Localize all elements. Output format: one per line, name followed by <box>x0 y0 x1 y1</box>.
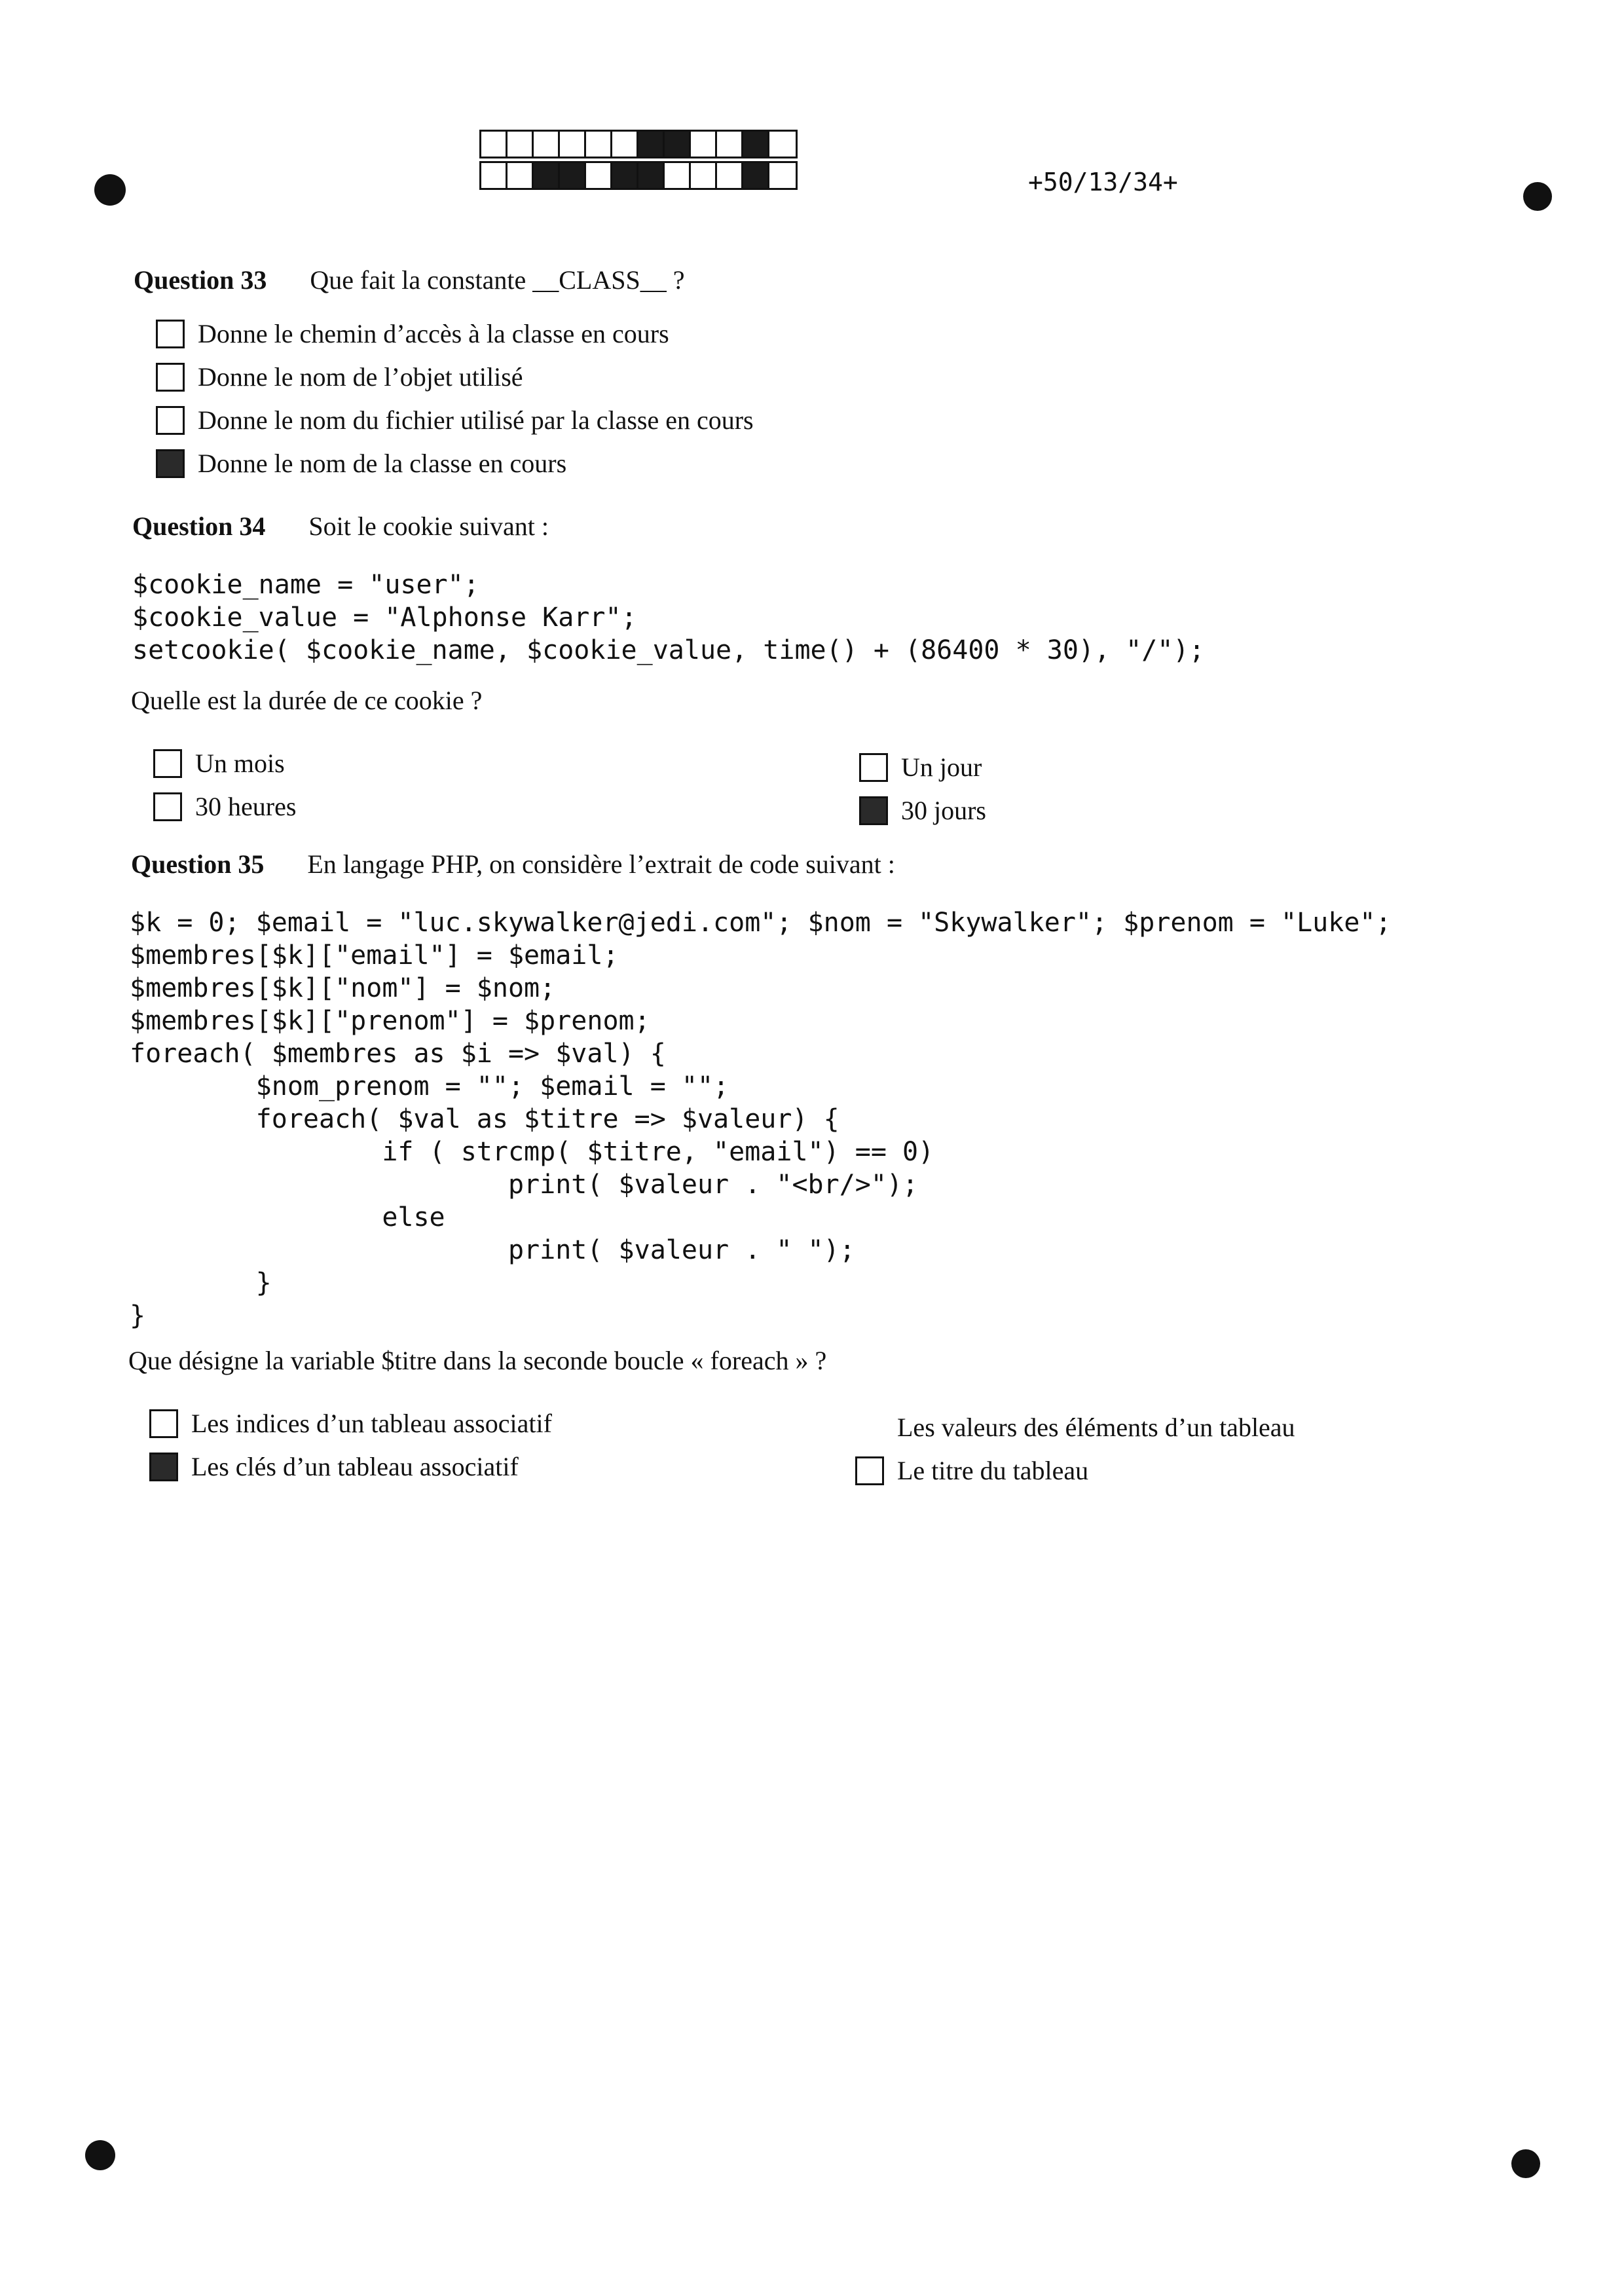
checkbox[interactable] <box>156 320 185 348</box>
code-block-cookie: $cookie_name = "user"; $cookie_value = "Alphonse Karr"; setcookie( $cookie_name, $cookie_value, time() + (86400 * 30), "/"); <box>132 570 1205 665</box>
barcode-cell-empty <box>586 163 612 188</box>
barcode-row-1 <box>479 130 798 158</box>
q34-option-2[interactable] <box>153 791 296 823</box>
question-35-header <box>131 849 895 880</box>
checkbox-missing[interactable] <box>855 1413 884 1442</box>
barcode-cell-empty <box>586 132 612 157</box>
barcode-cell-empty <box>769 132 796 157</box>
page-id: +50/13/34+ <box>1028 168 1178 196</box>
barcode-cell-filled <box>743 132 769 157</box>
checkbox[interactable] <box>149 1409 178 1438</box>
q34-option-1[interactable] <box>153 748 285 779</box>
option-label: 30 jours <box>901 796 986 825</box>
checkbox[interactable] <box>855 1456 884 1485</box>
option-label: Un mois <box>195 749 285 778</box>
option-label: Les valeurs des éléments d’un tableau <box>897 1413 1295 1442</box>
barcode-cell-empty <box>612 132 638 157</box>
option-label: Les clés d’un tableau associatif <box>191 1452 519 1481</box>
q34-option-3[interactable] <box>859 752 982 783</box>
q33-option-1[interactable] <box>156 318 669 350</box>
checkbox-checked[interactable] <box>859 796 888 825</box>
option-label: Un jour <box>901 752 982 782</box>
barcode-cell-filled <box>560 163 586 188</box>
barcode-cell-filled <box>638 132 665 157</box>
option-label: Les indices d’un tableau associatif <box>191 1409 552 1438</box>
question-34-question: Quelle est la durée de ce cookie ? <box>131 686 483 715</box>
q35-option-2[interactable] <box>149 1451 519 1483</box>
checkbox-checked[interactable] <box>149 1453 178 1481</box>
barcode-cell-empty <box>691 163 717 188</box>
checkbox[interactable] <box>156 406 185 435</box>
barcode-cell-empty <box>481 163 507 188</box>
barcode-cell-empty <box>507 132 534 157</box>
registration-mark-bottom-left <box>85 2140 115 2170</box>
option-label: Donne le nom de l’objet utilisé <box>198 362 523 392</box>
q34-option-4[interactable] <box>859 795 986 826</box>
barcode-cell-filled <box>612 163 638 188</box>
registration-mark-top-left <box>94 174 126 206</box>
q35-option-3[interactable] <box>855 1412 1295 1443</box>
question-prompt: En langage PHP, on considère l’extrait de code suivant : <box>307 849 895 879</box>
barcode-cell-filled <box>638 163 665 188</box>
option-label: Le titre du tableau <box>897 1456 1089 1485</box>
barcode-cell-empty <box>507 163 534 188</box>
checkbox[interactable] <box>153 792 182 821</box>
code-block-foreach: $k = 0; $email = "luc.skywalker@jedi.com"; $nom = "Skywalker"; $prenom = "Luke"; $membres[$k]["email"] = $email; $membres[$k]["nom"] = $nom; $membres[$k]["prenom"] = $prenom; foreach( $membres as $i => $val) { $nom_prenom = ""; $email = ""; foreach( $val as $titre => $valeur) { if ( strcmp( $titre, "email") == 0) print( $valeur . "<br/>"); else print( $valeur . " "); } } <box>130 908 1392 1331</box>
barcode-cell-empty <box>717 163 743 188</box>
checkbox[interactable] <box>153 749 182 778</box>
option-label: Donne le nom du fichier utilisé par la classe en cours <box>198 405 754 435</box>
barcode-cell-filled <box>665 132 691 157</box>
question-prompt: Que fait la constante __CLASS__ ? <box>310 265 685 295</box>
option-label: 30 heures <box>195 792 297 821</box>
checkbox[interactable] <box>156 363 185 392</box>
barcode-cell-empty <box>717 132 743 157</box>
question-number: Question 33 <box>134 265 267 295</box>
question-number: Question 35 <box>131 849 265 879</box>
option-label: Donne le nom de la classe en cours <box>198 449 567 478</box>
registration-mark-top-right <box>1523 182 1552 211</box>
q33-option-4[interactable] <box>156 448 566 479</box>
barcode-cell-empty <box>534 132 560 157</box>
barcode-cell-filled <box>534 163 560 188</box>
question-number: Question 34 <box>132 511 266 541</box>
barcode-cell-empty <box>481 132 507 157</box>
barcode-cell-empty <box>769 163 796 188</box>
checkbox-checked[interactable] <box>156 449 185 478</box>
checkbox[interactable] <box>859 753 888 782</box>
q35-option-4[interactable] <box>855 1455 1088 1487</box>
question-prompt: Soit le cookie suivant : <box>308 511 549 541</box>
question-35-question: Que désigne la variable $titre dans la seconde boucle « foreach » ? <box>128 1346 827 1375</box>
registration-mark-bottom-right <box>1511 2149 1540 2178</box>
barcode-cell-filled <box>743 163 769 188</box>
question-34-header <box>132 511 549 542</box>
barcode-cell-empty <box>560 132 586 157</box>
q35-option-1[interactable] <box>149 1408 552 1439</box>
option-label: Donne le chemin d’accès à la classe en cours <box>198 319 669 348</box>
question-33-header <box>134 265 684 296</box>
q33-option-3[interactable] <box>156 405 754 436</box>
barcode-cell-empty <box>665 163 691 188</box>
q33-option-2[interactable] <box>156 361 523 393</box>
barcode-row-2 <box>479 161 798 190</box>
barcode-cell-empty <box>691 132 717 157</box>
